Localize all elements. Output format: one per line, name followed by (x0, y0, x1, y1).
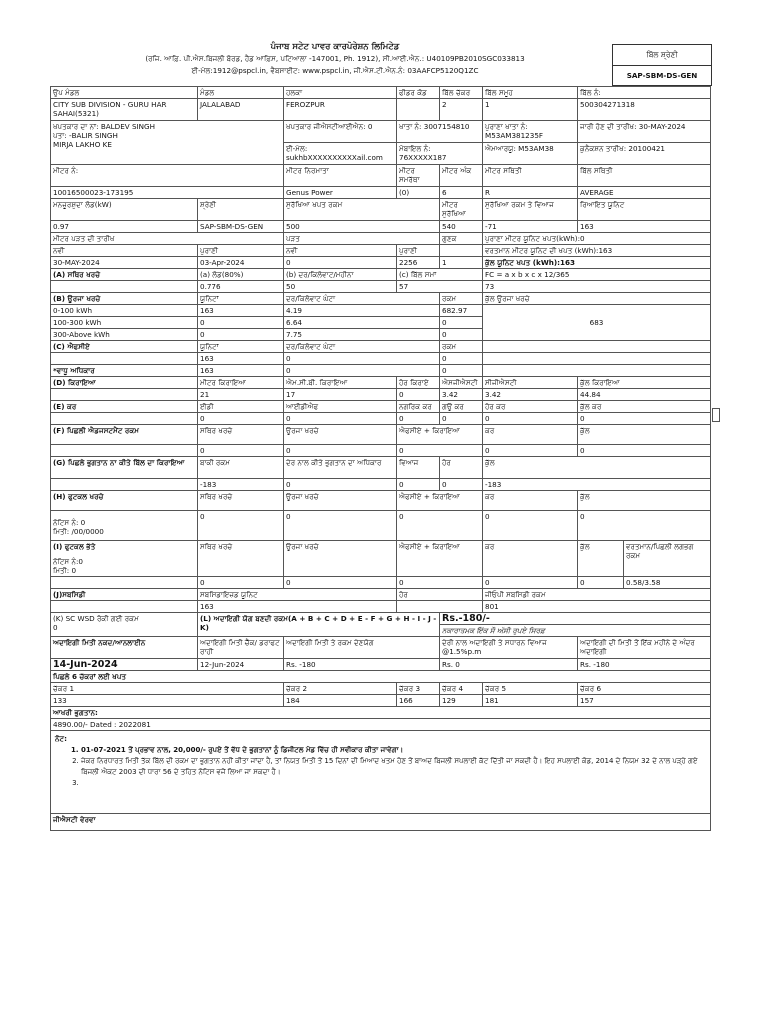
gop-subsidy-value: 801 (483, 601, 711, 613)
rent-value-row (51, 389, 711, 401)
arrears-interest-label: ਵਿਆਜ (397, 457, 440, 479)
meter-make-label: ਮੀਟਰ ਨਿਰਮਾਤਾ (284, 165, 397, 187)
arrears-other-label: ਹੋਰ (440, 457, 483, 479)
cycle-value: 166 (397, 695, 440, 707)
due-amount-value: Rs. -180 (284, 659, 440, 671)
cycle-value: 184 (284, 695, 397, 707)
meter-rent-value: 21 (198, 389, 284, 401)
fca-header-row (51, 341, 711, 353)
adjust-header-row (51, 425, 711, 445)
slab-name: 100-300 kWh (51, 317, 198, 329)
fixed-load-value: 0.776 (198, 281, 284, 293)
slab-rate: 7.75 (284, 329, 440, 341)
cycle-value: 129 (440, 695, 483, 707)
other-tax-label: ਹੋਰ ਕਰ (483, 401, 578, 413)
company-contact: ਈ-ਮੇਲ:1912@pspcl.in, ਵੈਬਸਾਈਟ: www.pspcl.in, ਜੀ.ਐਸ.ਟੀ.ਐਨ.ਨੰ: 03AAFCP5120Q1ZC (191, 66, 479, 75)
sgst-value: 3.42 (440, 389, 483, 401)
arrears-value-row (51, 479, 711, 491)
fixed-charge-value: 73 (483, 281, 711, 293)
allow-tax-label: ਕਰ (483, 541, 578, 577)
cycle-name: ਚੱਕਰ 1 (51, 683, 284, 695)
misc-fixed-label: ਸਥਿਰ ਖਰਚੇ (198, 491, 284, 511)
tax-blank (51, 413, 198, 425)
slab-units: 0 (198, 329, 284, 341)
adjustment-label: (F) ਪਿਛਲੀ ਐਡਜਸਟਮੈਂਟ ਰਕਮ (51, 425, 198, 445)
meter-make-value: Genus Power (284, 187, 397, 199)
misc-value-row (51, 511, 711, 541)
concession-units-value: 163 (578, 221, 711, 233)
rent-label: (D) ਕਿਰਾਇਆ (51, 377, 198, 389)
allow-fca-label: ਐਫਸੀਏ + ਕਿਰਾਇਆ (397, 541, 483, 577)
new-date-label: ਨਵੀਂ (51, 245, 198, 257)
misc-notice-date: ਮਿਤੀ: /00/0000 (53, 527, 104, 536)
cgst-label: ਸੀਜੀਐਸਟੀ (483, 377, 578, 389)
allow-total-label: ਕੁੱਲ (578, 541, 624, 577)
allow-blank (51, 577, 198, 589)
factor-label: ਗੁਣਕ (440, 233, 483, 245)
slab-name: 300-Above kWh (51, 329, 198, 341)
arrears-balance-value: -183 (198, 479, 284, 491)
misc-header-row (51, 491, 711, 511)
gst-details-label: ਜੀਐਸਟੀ ਵੇਰਵਾ (51, 814, 711, 831)
allow-fixed-label: ਸਥਿਰ ਖਰਚੇ (198, 541, 284, 577)
fixed-formula: FC = a x b x c x 12/365 (483, 269, 711, 281)
history-value-row (51, 695, 711, 707)
reading-label: ਪੜਤ (284, 233, 440, 245)
category-label: ਸ਼੍ਰੇਣੀ (198, 199, 284, 221)
division-value: JALALABAD (198, 99, 284, 121)
old-meter-consumption: ਪੁਰਾਣਾ ਮੀਟਰ ਯੂਨਿਟ ਖਪਤ(kWh):0 (483, 233, 711, 245)
cheque-due-date: 12-Jun-2024 (198, 659, 284, 671)
fixed-header-row (51, 269, 711, 281)
payable-amount: Rs.-180/- (440, 613, 711, 625)
tax-header-row (51, 401, 711, 413)
mobile-value: 76XXXXX187 (399, 153, 447, 162)
adj-energy-value: 0 (284, 445, 397, 457)
circle-label: ਹਲਕਾ (284, 87, 397, 99)
fca-units-label: ਯੂਨਿਟਾਂ (198, 341, 284, 353)
email-label: ਈ-ਮੇਲ: (286, 144, 308, 153)
history-header-row (51, 683, 711, 695)
cycle-label: ਬਿੱਲ ਚੱਕਰ (440, 87, 483, 99)
slab-rate: 6.64 (284, 317, 440, 329)
arrears-label: (G) ਪਿਛਲੇ ਭੁਗਤਾਨ ਨਾ ਕੀਤੇ ਬਿੱਲ ਦਾ ਕਿਰਾਇਆ (51, 457, 198, 479)
idf-label: ਆਈਡੀਐਫ (284, 401, 397, 413)
late-interest-label: ਦੇਰੀ ਨਾਲ ਅਦਾਇਗੀ ਤੇ ਸਧਾਰਨ ਵਿਆਜ @1.5%p.m (440, 637, 578, 659)
cow-tax-label: ਗਊ ਕਰ (440, 401, 483, 413)
allow-total-value: 0 (578, 577, 624, 589)
mru: ਐਮਆਰਯੂ: M53AM38 (483, 143, 578, 165)
cycle-name: ਚੱਕਰ 6 (578, 683, 711, 695)
adjust-value-row (51, 445, 711, 457)
meter-no-label: ਮੀਟਰ ਨੰ: (51, 165, 284, 187)
account-value-row (51, 99, 711, 121)
bill-type-box (612, 44, 712, 86)
allow-fca-value: 0 (397, 577, 483, 589)
fixed-charges-label: (A) ਸਥਿਰ ਖਰਚੇ (51, 269, 198, 281)
other-tax-value: 0 (483, 413, 578, 425)
bill-type-label: ਬਿੱਲ ਸ਼੍ਰੇਣੀ (646, 50, 678, 59)
energy-units-label: ਯੂਨਿਟਾਂ (198, 293, 284, 305)
old-account-value: M53AM381235F (485, 131, 544, 140)
misc-energy-label: ਊਰਜਾ ਖਰਚੇ (284, 491, 397, 511)
factor-blank (440, 245, 483, 257)
meter-value-row (51, 187, 711, 199)
due-date-label: ਅਦਾਇਗੀ ਮਿਤੀ ਨਕਦ/ਆਨਲਾਈਨ (51, 637, 198, 659)
due-value-row (51, 659, 711, 671)
fca-amount-label: ਰਕਮ (440, 341, 483, 353)
energy-charges-label: (B) ਊਰਜਾ ਖਰਚੇ (51, 293, 198, 305)
new-reading-value: 0 (284, 257, 397, 269)
meter-rent-label: ਮੀਟਰ ਕਿਰਾਇਆ (198, 377, 284, 389)
subdivision-value: CITY SUB DIVISION - GURU HAR SAHAI(5321) (51, 99, 198, 121)
total-consumption: ਕੁੱਲ ਯੂਨਿਟ ਖਪਤ (kWh):163 (483, 257, 711, 269)
load-value-row (51, 221, 711, 233)
arrears-interest-value: 0 (397, 479, 440, 491)
misc-fca-label: ਐਫਸੀਏ + ਕਿਰਾਇਆ (397, 491, 483, 511)
slab-amount: 0 (440, 329, 483, 341)
fca-value-row (51, 353, 711, 365)
slab-amount: 0 (440, 317, 483, 329)
energy-amount-label: ਰਕਮ (440, 293, 483, 305)
bill-status-value: AVERAGE (578, 187, 711, 199)
within-month-value: Rs. -180 (578, 659, 711, 671)
cycle-value: 157 (578, 695, 711, 707)
reading-subheader-row (51, 245, 711, 257)
consumer-row-1 (51, 121, 711, 143)
idf-value: 0 (284, 413, 397, 425)
slab-amount: 682.97 (440, 305, 483, 317)
meter-security-value: 540 (440, 221, 483, 233)
fca-blank-right (483, 353, 711, 365)
subsidized-units-value: 163 (198, 601, 397, 613)
rent-header-row (51, 377, 711, 389)
adj-fixed-label: ਸਥਿਰ ਖਰਚੇ (198, 425, 284, 445)
email (284, 143, 397, 165)
allow-approx-label: ਵਰਤਮਾਨ/ਪਿਛਲੀ ਲਗਭਗ ਰਕਮ (624, 541, 711, 577)
footer-row (51, 814, 711, 831)
subsidy-value-row (51, 601, 711, 613)
current-meter-consumption: ਵਰਤਮਾਨ ਮੀਟਰ ਯੂਨਿਟ ਦੀ ਖਪਤ (kWh):163 (483, 245, 711, 257)
fca-rate-label: ਦਰ/ਕਿਲੋਵਾਟ ਘੰਟਾ (284, 341, 440, 353)
sgst-label: ਐਸਜੀਐਸਟੀ (440, 377, 483, 389)
account-number: ਖਾਤਾ ਨੰ: 3007154810 (397, 121, 483, 143)
withheld-value: 0 (53, 623, 58, 632)
cycle-name: ਚੱਕਰ 3 (397, 683, 440, 695)
slab-units: 0 (198, 317, 284, 329)
arrears-late-label: ਦੇਰ ਨਾਲ ਕੀਤੇ ਭੁਗਤਾਨ ਦਾ ਅਧਿਕਾਰ (284, 457, 397, 479)
company-address: (ਰਜਿ. ਆਫ਼ਿ. ਪੀ.ਐਸ.ਬਿਜਲੀ ਬੋਰਡ, ਹੈਡ ਆਫ਼ਿਸ, ਪਟਿਆਲਾ -147001, Ph. 1912), ਸੀ.ਆਈ.ਐਨ.: U40109PB2010SGC033813 (145, 54, 525, 63)
total-tax-label: ਕੁੱਲ ਕਰ (578, 401, 711, 413)
connection-date: ਕੁਨੈਕਸ਼ਨ ਤਾਰੀਖ: 20100421 (578, 143, 711, 165)
group-value: 1 (483, 99, 578, 121)
other-rent-label: ਹੋਰ ਕਿਰਾਏ (397, 377, 440, 389)
cycle-value: 181 (483, 695, 578, 707)
total-rent-value: 44.84 (578, 389, 711, 401)
meter-capacity-label: ਮੀਟਰ ਸਮਰੱਥਾ (397, 165, 440, 187)
within-month-label: ਅਦਾਇਗੀ ਦੀ ਮਿਤੀ ਤੋਂ ਇੱਕ ਮਹੀਨੇ ਦੇ ਅੰਦਰ ਅਦਾਇਗੀ (578, 637, 711, 659)
allow-approx-value: 0.58/3.58 (624, 577, 711, 589)
bill-status-label: ਬਿੱਲ ਸਥਿਤੀ (578, 165, 711, 187)
rent-blank (51, 389, 198, 401)
allowance-date: ਮਿਤੀ: 0 (53, 566, 77, 575)
reading-date-label: ਮੀਟਰ ਪੜਤ ਦੀ ਤਾਰੀਖ (51, 233, 284, 245)
allow-tax-value: 0 (483, 577, 578, 589)
extra-amount: 0 (440, 365, 483, 377)
fixed-rate-label: (b) ਦਰ/ਕਿਲੋਵਾਟ/ਮਹੀਨਾ (284, 269, 397, 281)
load-header-row (51, 199, 711, 221)
feeder-value (397, 99, 440, 121)
mcb-rent-value: 17 (284, 389, 397, 401)
arrears-late-value: 0 (284, 479, 397, 491)
ed-value: 0 (198, 413, 284, 425)
history-title-row (51, 671, 711, 683)
feeder-label: ਫੀਡਰ ਕੋਡ (397, 87, 440, 99)
old-date-label: ਪੁਰਾਣੀ (198, 245, 284, 257)
history-label: ਪਿਛਲੇ 6 ਚੱਕਰਾਂ ਲਈ ਖਪਤ (51, 671, 711, 683)
arrears-blank (51, 479, 198, 491)
extra-units: 163 (198, 365, 284, 377)
allow-fixed-value: 0 (198, 577, 284, 589)
adj-tax-label: ਕਰ (483, 425, 578, 445)
notes-label: ਨੋਟ: (55, 734, 67, 743)
misc-notice-no: ਨੋਟਿਸ ਨੰ: 0 (53, 518, 86, 527)
security-value: 500 (284, 221, 440, 233)
withheld-cell (51, 613, 198, 637)
arrears-total-label: ਕੁੱਲ (483, 457, 711, 479)
slab-name: 0-100 kWh (51, 305, 198, 317)
bill-type-value: SAP-SBM-DS-GEN (613, 65, 711, 86)
arrears-header-row (51, 457, 711, 479)
interest-label: ਸੁਰੱਖਿਆ ਰਕਮ ਤੇ ਵਿਆਜ (483, 199, 578, 221)
last-payment-label: ਆਖਰੀ ਭੁਗਤਾਨ: (51, 707, 711, 719)
cycle-name: ਚੱਕਰ 2 (284, 683, 397, 695)
adj-tax-value: 0 (483, 445, 578, 457)
energy-total-value: 683 (483, 305, 711, 341)
misc-notice (51, 511, 198, 541)
meter-status-value: R (483, 187, 578, 199)
bill-no-value: 500304271318 (578, 99, 711, 121)
allowance-header-row (51, 541, 711, 577)
cycle-name: ਚੱਕਰ 5 (483, 683, 578, 695)
misc-fixed-value: 0 (198, 511, 284, 541)
note-item: 2. ਜੇਕਰ ਨਿਰਧਾਰਤ ਮਿਤੀ ਤੱਕ ਬਿੱਲ ਦੀ ਰਕਮ ਦਾ ਭੁਗਤਾਨ ਨਹੀਂ ਕੀਤਾ ਜਾਂਦਾ ਹੈ, ਤਾਂ ਨਿਯਤ ਮਿਤੀ ਤੋਂ 15 ਦਿਨਾਂ ਦੀ ਮਿਆਦ ਖਤਮ ਹੋਣ ਤੋਂ ਬਾਅਦ ਬਿਜਲੀ ਸਪਲਾਈ ਕੱਟ ਦਿੱਤੀ ਜਾ ਸਕਦੀ ਹੈ। ਇਹ ਸਪਲਾਈ ਕੋਡ, 2014 ਦੇ ਨਿਯਮ 32 ਦੇ ਨਾਲ ਪੜ੍ਹੇ ਗਏ ਬਿਜਲੀ ਐਕਟ 2003 ਦੀ ਧਾਰਾ 56 ਦੇ ਤਹਿਤ ਨੋਟਿਸ ਵਜੋਂ ਲਿਆ ਜਾ ਸਕਦਾ ਹੈ। (81, 756, 706, 778)
old-reading-label: ਪੁਰਾਣੀ (397, 245, 440, 257)
category-value: SAP-SBM-DS-GEN (198, 221, 284, 233)
arrears-other-value: 0 (440, 479, 483, 491)
issue-date: ਜਾਰੀ ਹੋਣ ਦੀ ਤਾਰੀਖ: 30-MAY-2024 (578, 121, 711, 143)
due-amount-label: ਅਦਾਇਗੀ ਮਿਤੀ ਤੇ ਰਕਮ ਦੇਣਯੋਗ (284, 637, 440, 659)
cycle-value: 133 (51, 695, 284, 707)
mcb-rent-label: ਐਮ.ਸੀ.ਬੀ. ਕਿਰਾਇਆ (284, 377, 397, 389)
allow-energy-label: ਊਰਜਾ ਖਰਚੇ (284, 541, 397, 577)
cycle-name: ਚੱਕਰ 4 (440, 683, 483, 695)
misc-label: (H) ਫੁਟਕਲ ਖਰਚੇ (51, 491, 198, 511)
last-payment-label-row (51, 707, 711, 719)
new-date-value: 30-MAY-2024 (51, 257, 198, 269)
note-item: 1. 01-07-2021 ਤੋਂ ਪ੍ਰਭਾਵ ਨਾਲ, 20,000/- ਰੁਪਏ ਤੋਂ ਵੱਧ ਦੇ ਭੁਗਤਾਨਾਂ ਨੂੰ ਡਿਜੀਟਲ ਮੋਡ ਵਿੱਚ ਹੀ ਸਵੀਕਾਰ ਕੀਤਾ ਜਾਵੇਗਾ। (81, 745, 706, 756)
interest-value: -71 (483, 221, 578, 233)
meter-capacity-value: (0) (397, 187, 440, 199)
fixed-blank (51, 281, 198, 293)
extra-label: *ਵਾਧੂ ਅਧਿਕਾਰ (51, 365, 198, 377)
energy-rate-label: ਦਰ/ਕਿਲੋਵਾਟ ਘੰਟਾ (284, 293, 440, 305)
notes-row (51, 731, 711, 814)
allowance-value-row (51, 577, 711, 589)
old-date-value: 03-Apr-2024 (198, 257, 284, 269)
other-rent-value: 0 (397, 389, 440, 401)
adj-fixed-value: 0 (198, 445, 284, 457)
group-label: ਬਿੱਲ ਸਮੂਹ (483, 87, 578, 99)
fca-rate-value: 0 (284, 353, 440, 365)
energy-slab-row (51, 305, 711, 317)
cgst-value: 3.42 (483, 389, 578, 401)
payable-in-words: ਨਕਾਰਾਤਮਕ ਇੱਕ ਸੌ ਅੱਸੀ ਰੁਪਏ ਸਿਰਫ਼ (440, 625, 711, 637)
misc-tax-label: ਕਰ (483, 491, 578, 511)
mobile-label: ਮੋਬਾਇਲ ਨੰ: (399, 144, 431, 153)
fca-blank (483, 341, 711, 353)
meter-multiplier-value: 6 (440, 187, 483, 199)
email-value: sukhbXXXXXXXXXXail.com (286, 153, 383, 162)
account-header-row (51, 87, 711, 99)
notes-list (55, 745, 706, 789)
bill-header (50, 42, 710, 86)
old-reading-value: 2256 (397, 257, 440, 269)
arrears-total-value: -183 (483, 479, 711, 491)
allowance-notice: ਨੋਟਿਸ ਨੰ:0 (53, 557, 83, 566)
company-name: ਪੰਜਾਬ ਸਟੇਟ ਪਾਵਰ ਕਾਰਪੋਰੇਸ਼ਨ ਲਿਮਿਟੇਡ (270, 42, 400, 52)
notes-cell (51, 731, 711, 814)
factor-value: 1 (440, 257, 483, 269)
fixed-value-row (51, 281, 711, 293)
subsidized-units-label: ਸਬਸਿਡਾਇਜ਼ਡ ਯੂਨਿਟ (198, 589, 397, 601)
consumer-address: MIRJA LAKHO KE (53, 140, 112, 149)
tax-value-row (51, 413, 711, 425)
circle-value: FEROZPUR (284, 99, 397, 121)
adj-fca-label: ਐਫਸੀਏ + ਕਿਰਾਇਆ (397, 425, 483, 445)
gop-subsidy-label: ਜੀਓਪੀ ਸਬਸਿਡੀ ਰਕਮ (483, 589, 711, 601)
meter-no-value: 10016500023-173195 (51, 187, 284, 199)
bill-table (50, 86, 711, 831)
allowance-label: (I) ਫੁਟਕਲ ਭੱਤੇ (53, 542, 96, 551)
cycle-value: 2 (440, 99, 483, 121)
subsidy-other-value (397, 601, 483, 613)
security-label: ਸੁਰੱਖਿਆ ਖਪਤ ਰਕਮ (284, 199, 440, 221)
misc-energy-value: 0 (284, 511, 397, 541)
reading-value-row (51, 257, 711, 269)
load-value: 0.97 (51, 221, 198, 233)
load-label: ਮਨਜ਼ੂਰਸ਼ੁਦਾ ਲੋਡ(kW) (51, 199, 198, 221)
total-tax-value: 0 (578, 413, 711, 425)
adj-total-value: 0 (578, 445, 711, 457)
misc-total-value: 0 (578, 511, 711, 541)
meter-header-row (51, 165, 711, 187)
fixed-days-label: (c) ਬਿੱਲ ਸਮਾਂ (397, 269, 483, 281)
fixed-load-label: (a) ਲੋਡ(80%) (198, 269, 284, 281)
payable-row (51, 613, 711, 625)
slab-units: 163 (198, 305, 284, 317)
slab-rate: 4.19 (284, 305, 440, 317)
subsidy-header-row (51, 589, 711, 601)
subdivision-label: ਉਪ ਮੰਡਲ (51, 87, 198, 99)
mobile (397, 143, 483, 165)
note-item (81, 778, 706, 789)
division-label: ਮੰਡਲ (198, 87, 284, 99)
fca-blank-left (51, 353, 198, 365)
payable-formula: (L) ਅਦਾਇਗੀ ਯੋਗ ਬਣਦੀ ਰਕਮ(A + B + C + D + E - F + G + H - I - J - K) (198, 613, 440, 637)
fixed-days-value: 57 (397, 281, 483, 293)
meter-status-label: ਮੀਟਰ ਸਥਿਤੀ (483, 165, 578, 187)
cheque-date-label: ਅਦਾਇਗੀ ਮਿਤੀ ਚੈੱਕ/ ਡਰਾਫਟ ਰਾਹੀਂ (198, 637, 284, 659)
allow-energy-value: 0 (284, 577, 397, 589)
fca-amount-value: 0 (440, 353, 483, 365)
extra-rate: 0 (284, 365, 440, 377)
withheld-label: (K) SC WSD ਰੋਕੀ ਗਈ ਰਕਮ (53, 614, 139, 623)
energy-total-label: ਕੁੱਲ ਊਰਜਾ ਖਰਚੇ (483, 293, 711, 305)
consumer-gstin: ਖਪਤਕਾਰ ਜੀਐਸਟੀਆਈਐਨ: 0 (284, 121, 397, 143)
reading-header-row (51, 233, 711, 245)
meter-security-label: ਮੀਟਰ ਸੁਰੱਖਿਆ (440, 199, 483, 221)
old-account (483, 121, 578, 143)
misc-fca-value: 0 (397, 511, 483, 541)
page-edge-mark (712, 408, 720, 422)
adj-total-label: ਕੁੱਲ (578, 425, 711, 445)
subsidy-label: (J)ਸਬਸਿਡੀ (51, 589, 198, 601)
electricity-bill (50, 42, 710, 831)
old-account-label: ਪੁਰਾਣਾ ਖਾਤਾ ਨੰ: (485, 122, 528, 131)
new-reading-label: ਨਵੀਂ (284, 245, 397, 257)
fca-label: (C) ਐਫਸੀਏ (51, 341, 198, 353)
last-payment-value-row (51, 719, 711, 731)
extra-blank (483, 365, 711, 377)
misc-total-label: ਕੁੱਲ (578, 491, 711, 511)
last-payment-value: 4890.00/- Dated : 2022081 (51, 719, 711, 731)
ed-label: ਈਡੀ (198, 401, 284, 413)
total-rent-label: ਕੁੱਲ ਕਿਰਾਇਆ (578, 377, 711, 389)
misc-tax-value: 0 (483, 511, 578, 541)
cash-due-date: 14-Jun-2024 (51, 659, 198, 671)
municipal-tax-value: 0 (397, 413, 440, 425)
due-header-row (51, 637, 711, 659)
late-interest-value: Rs. 0 (440, 659, 578, 671)
adj-blank (51, 445, 198, 457)
fixed-rate-value: 50 (284, 281, 397, 293)
concession-units-label: ਰਿਆਇਤ ਯੂਨਿਟ (578, 199, 711, 221)
arrears-balance-label: ਬਾਕੀ ਰਕਮ (198, 457, 284, 479)
fca-units-value: 163 (198, 353, 284, 365)
adj-fca-value: 0 (397, 445, 483, 457)
cow-tax-value: 0 (440, 413, 483, 425)
consumer-father: ਪਤਾ: -BALIR SINGH (53, 131, 118, 140)
subsidy-blank (51, 601, 198, 613)
extra-row (51, 365, 711, 377)
consumer-info (51, 121, 284, 165)
municipal-tax-label: ਨਗਰਿਕ ਕਰ (397, 401, 440, 413)
consumer-name: ਖਪਤਕਾਰ ਦਾ ਨਾਂ: BALDEV SINGH (53, 122, 155, 131)
adj-energy-label: ਊਰਜਾ ਖਰਚੇ (284, 425, 397, 445)
subsidy-other-label: ਹੋਰ (397, 589, 483, 601)
tax-label: (E) ਕਰ (51, 401, 198, 413)
allowance-label-cell (51, 541, 198, 577)
bill-no-label: ਬਿੱਲ ਨੰ: (578, 87, 711, 99)
energy-header-row (51, 293, 711, 305)
meter-multiplier-label: ਮੀਟਰ ਅੰਕ (440, 165, 483, 187)
